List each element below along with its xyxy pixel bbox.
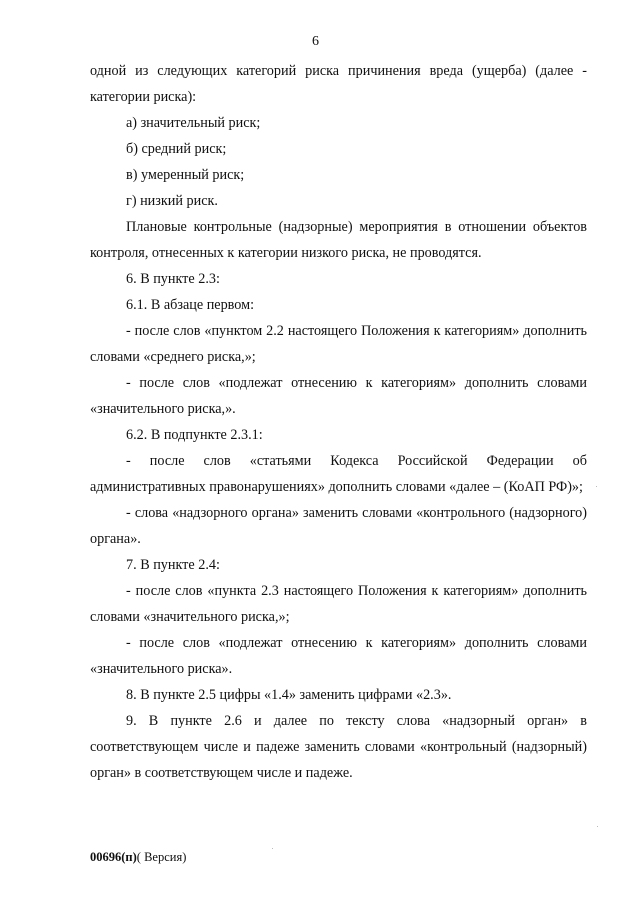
list-item: б) средний риск;	[126, 141, 227, 157]
paragraph: 8. В пункте 2.5 цифры «1.4» заменить цифрами «2.3».	[126, 687, 452, 703]
document-body	[90, 58, 587, 786]
paragraph: 9. В пункте 2.6 и далее по тексту слова «надзорный орган» в соответствующем числе и падеже заменить словами «контрольный (надзорный) орган» в соответствующем числе и падеже.	[90, 713, 587, 781]
paragraph: - слова «надзорного органа» заменить словами «контрольного (надзорного) органа».	[90, 505, 587, 547]
list-item: а) значительный риск;	[126, 115, 261, 131]
paragraph: - после слов «пункта 2.3 настоящего Положения к категориям» дополнить словами «значительного риска,»;	[90, 583, 587, 625]
scan-speck	[272, 848, 273, 849]
document-footer	[90, 850, 186, 865]
page-number: 6	[312, 34, 319, 49]
list-item: в) умеренный риск;	[126, 167, 245, 183]
paragraph: - после слов «подлежат отнесению к категориям» дополнить словами «значительного риска».	[90, 635, 587, 677]
paragraph: 7. В пункте 2.4:	[126, 557, 220, 573]
document-version: ( Версия)	[136, 850, 187, 864]
paragraph: одной из следующих категорий риска причинения вреда (ущерба) (далее - категории риска):	[90, 63, 587, 105]
list-item: г) низкий риск.	[126, 193, 218, 209]
paragraph: 6.1. В абзаце первом:	[126, 297, 255, 313]
document-code: 00696(п)	[90, 850, 137, 864]
paragraph: - после слов «статьями Кодекса Российской Федерации об административных правонарушениях» дополнить словами «далее – (КоАП РФ)»;	[90, 453, 587, 495]
paragraph: Плановые контрольные (надзорные) мероприятия в отношении объектов контроля, отнесенных к категории низкого риска, не проводятся.	[90, 219, 587, 261]
paragraph: - после слов «подлежат отнесению к категориям» дополнить словами «значительного риска,».	[90, 375, 587, 417]
paragraph: 6.2. В подпункте 2.3.1:	[126, 427, 263, 443]
paragraph: - после слов «пунктом 2.2 настоящего Положения к категориям» дополнить словами «среднего риска,»;	[90, 323, 587, 365]
scan-speck	[597, 826, 598, 827]
paragraph: 6. В пункте 2.3:	[126, 271, 220, 287]
scan-speck	[596, 486, 597, 487]
